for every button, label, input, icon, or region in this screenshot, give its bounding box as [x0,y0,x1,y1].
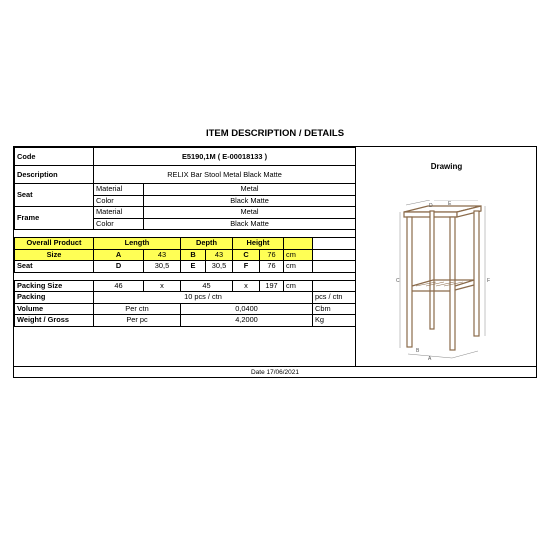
packing-label: Packing [15,292,94,304]
dim-e-letter: E [181,261,206,273]
volume-row [15,303,356,315]
leg-front-right [450,217,455,350]
spacer-row [15,230,356,238]
frame-label: Frame [15,207,94,230]
sheet-title: ITEM DESCRIPTION / DETAILS [205,128,345,139]
dim-c-letter: C [233,249,260,261]
leg-back-left [430,211,434,329]
frame-material-row [15,207,356,219]
overall-label-line2: Size [15,249,94,261]
dim-b-value: 43 [206,249,233,261]
dim-b-letter: B [181,249,206,261]
overall-unit: cm [284,249,313,261]
frame-color-label: Color [94,218,144,230]
length-label: Length [94,238,181,250]
description-label: Description [15,166,94,184]
volume-value: 0,0400 [181,303,313,315]
depth-label: Depth [181,238,233,250]
dim-d-label: D [429,203,433,209]
volume-label: Volume [15,303,94,315]
dim-c-value: 76 [260,249,284,261]
packing-size-height: 197 [260,280,284,292]
height-label: Height [233,238,284,250]
spec-table [14,147,356,327]
packing-size-length: 46 [94,280,144,292]
dim-f-letter: F [233,261,260,273]
dim-d-letter: D [94,261,144,273]
packing-size-width: 45 [181,280,233,292]
frame-material-label: Material [94,207,144,219]
packing-size-unit: cm [284,280,313,292]
dim-f-label: F [487,278,491,284]
packing-size-x2: x [233,280,260,292]
spacer-row-2 [15,272,356,280]
frame-color-value: Black Matte [144,218,356,230]
seat-dims-unit: cm [284,261,313,273]
packing-row [15,292,356,304]
weight-unit: Kg [313,315,356,327]
seat-color-label: Color [94,195,144,207]
description-value: RELIX Bar Stool Metal Black Matte [94,166,356,184]
dim-e-label: E [448,201,452,207]
dim-a-label: A [428,356,432,360]
dim-a-value: 43 [144,249,181,261]
overall-empty-cell-2 [313,249,356,261]
seat-material-row [15,184,356,196]
overall-size-values-row [15,249,356,261]
weight-row [15,315,356,327]
packing-size-empty-cell [313,280,356,292]
dim-d-value: 30,5 [144,261,181,273]
leg-front-left [407,217,412,347]
dim-de-lines [406,200,478,205]
packing-size-x1: x [144,280,181,292]
code-value: E5190,1M ( E-00018133 ) [94,148,356,166]
overall-size-header-row [15,238,356,250]
volume-unit: Cbm [313,303,356,315]
dim-e-value: 30,5 [206,261,233,273]
dim-a-letter: A [94,249,144,261]
overall-blank-cell [284,238,313,250]
overall-empty-cell [313,238,356,250]
packing-value: 10 pcs / ctn [94,292,313,304]
seat-dims-empty-cell [313,261,356,273]
packing-size-label: Packing Size [15,280,94,292]
weight-label: Weight / Gross [15,315,94,327]
code-label: Code [15,148,94,166]
seat-material-label: Material [94,184,144,196]
volume-per: Per ctn [94,303,181,315]
leg-back-right [474,211,479,336]
weight-per: Per pc [94,315,181,327]
description-row [15,166,356,184]
packing-size-row [15,280,356,292]
seat-dims-label: Seat [15,261,94,273]
seat-dims-row [15,261,356,273]
dim-b-line [452,351,478,358]
dim-c-label: C [396,278,400,284]
date-footer: Date 17/06/2021 [14,366,536,378]
packing-unit: pcs / ctn [313,292,356,304]
bar-stool-drawing [386,200,496,360]
frame-material-value: Metal [144,207,356,219]
drawing-label: Drawing [430,162,463,171]
seat-color-value: Black Matte [144,195,356,207]
seat-label: Seat [15,184,94,207]
dim-b-label: B [416,348,420,354]
weight-value: 4,2000 [181,315,313,327]
overall-label-line1: Overall Product [15,238,94,250]
dim-f-value: 76 [260,261,284,273]
seat-material-value: Metal [144,184,356,196]
code-row [15,148,356,166]
footrest-front [412,285,474,291]
